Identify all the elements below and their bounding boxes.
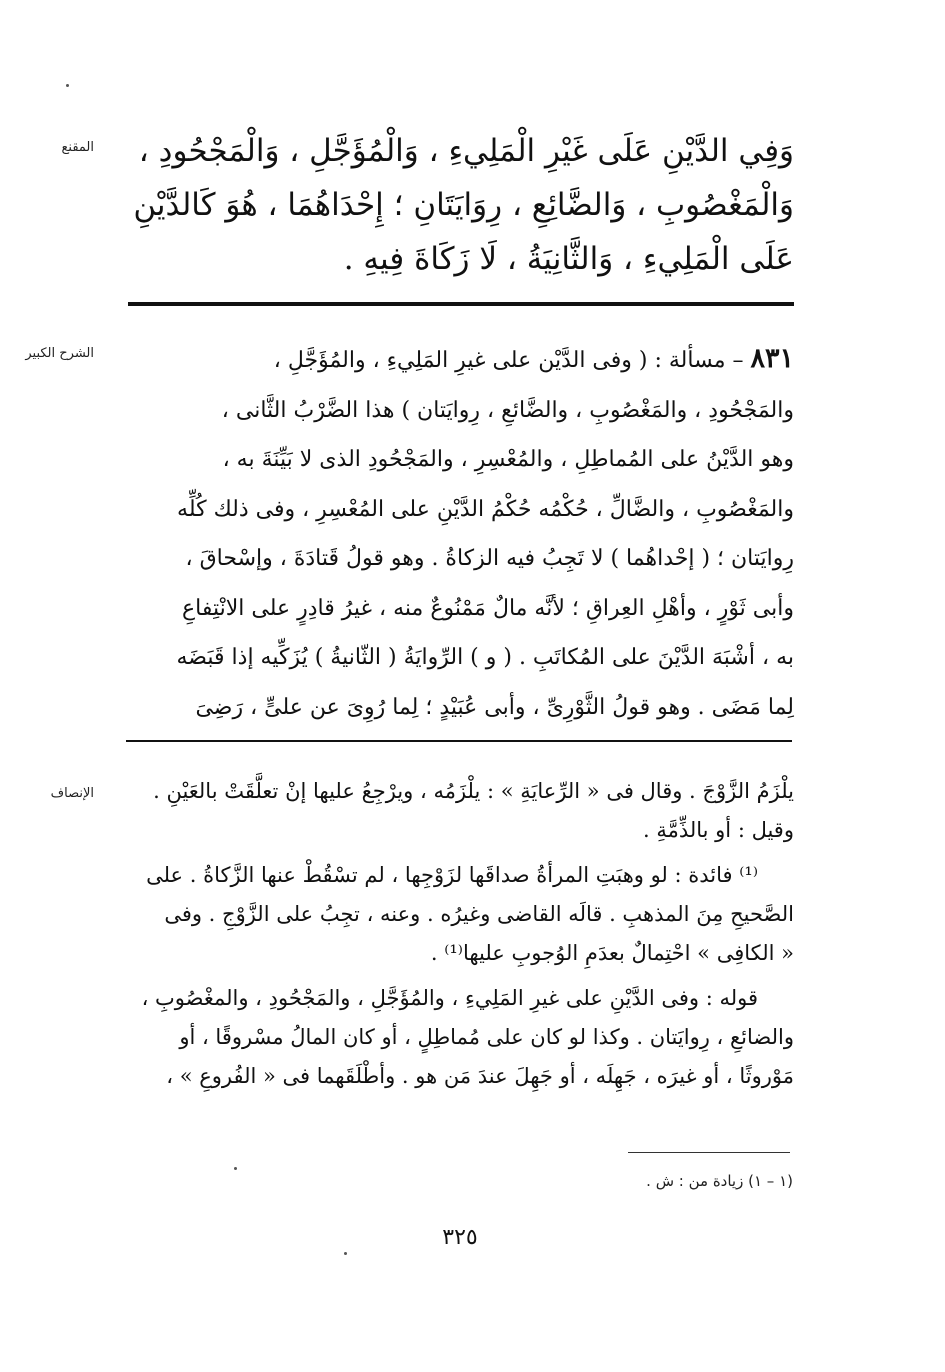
muqni-line: وَفِي الدَّيْنِ عَلَى غَيْرِ الْمَلِيءِ ، وَالْمُؤَجَّلِ ، وَالْمَجْحُودِ ، [138, 133, 794, 169]
insaf-line: « الكافِى » احْتِمالٌ بعدَمِ الوُجوبِ عليها⁽¹⁾ . [430, 941, 794, 965]
insaf-paragraph [128, 772, 794, 850]
insaf-line: وقيل : أو بالذِّمَّةِ . [642, 818, 794, 842]
insaf-paragraph-faida [128, 856, 794, 973]
footnote-divider [628, 1152, 790, 1153]
muqni-line: وَالْمَغْصُوبِ ، وَالضَّائِعِ ، رِوَايَتَانِ ؛ إِحْدَاهُمَا ، هُوَ كَالدَّيْنِ [133, 187, 794, 223]
insaf-line: مَوْروثًا ، أو غيرَه ، جَهِلَه ، أو جَهِلَ عندَ مَن هو . وأطْلَقَهما فى « الفُروعِ » ، [166, 1064, 794, 1088]
insaf-paragraph [128, 979, 794, 1096]
sharh-line: لِما مَضَى . وهو قولُ الثَّوْرِىِّ ، وأبى عُبَيْدٍ ؛ لِما رُوِىَ عن علىٍّ ، رَضِىَ [195, 694, 794, 720]
label-sharh: الشرح الكبير [25, 346, 94, 361]
page-number: ٣٢٥ [442, 1225, 478, 1250]
sharh-line: رِوايَتان ؛ ( إحْداهُما ) لا تَجِبُ فيه الزكاةُ . وهو قولُ قَتادَةَ ، وإسْحاقَ ، [185, 546, 794, 571]
insaf-line: يلْزَمُ الزَّوْجَ . وقال فى « الرِّعايَةِ » : يلْزَمُه ، ويرْجِعُ عليها إنْ تعلَّقَتْ بالعَيْنِ . [153, 779, 794, 803]
sharh-line: وهو الدَّيْنُ على المُماطِلِ ، والمُعْسِرِ ، والمَجْحُودِ الذى لا بَيِّنَةَ به ، [222, 447, 794, 472]
scan-speck [234, 1167, 237, 1170]
label-muqni: المقنع [61, 140, 94, 155]
insaf-line: الصَّحيحِ مِنَ المذهبِ . قالَه القاضى وغيرُه . وعنه ، تجِبُ على الزَّوْجِ . وفى [164, 902, 794, 926]
section-divider [128, 302, 794, 306]
footnote: (١ – ١) زيادة من : ش . [646, 1172, 793, 1190]
sharh-line: والمَجْحُودِ ، والمَغْصُوبِ ، والضَّائعِ ، رِوايَتان ) هذا الضَّرْبُ الثَّانى ، [221, 397, 794, 423]
muqni-text [128, 124, 794, 286]
insaf-text [128, 772, 794, 1096]
section-divider [126, 740, 792, 742]
issue-number: ٨٣١ [750, 343, 794, 374]
insaf-line: والضائعِ ، رِوايَتان . وكذا لو كان على مُماطِلٍ ، أو كان المالُ مسْروقًا ، أو [179, 1025, 794, 1049]
insaf-line: ⁽¹⁾ فائدة : لو وهبَتِ المرأةُ صداقَها لزَوْجِها ، لم تسْقُطْ عنها الزَّكاةُ . على [146, 863, 758, 887]
sharh-line-text: – مسألة : ( وفى الدَّيْن على غيرِ المَلِيءِ ، والمُؤَجَّلِ ، [273, 348, 744, 373]
scan-speck [66, 84, 69, 87]
scan-speck [344, 1252, 347, 1255]
sharh-text [128, 334, 794, 732]
sharh-line: والمَغْصُوبِ ، والضَّالِّ ، حُكْمُه حُكْمُ الدَّيْنِ على المُعْسِرِ ، وفى ذلك كُلِّه [177, 496, 794, 522]
sharh-line: به ، أشْبَهَ الدَّيْنَ على المُكاتَبِ . ( و ) الرِّوايَةُ ( الثّانيةُ ) يُزَكِّيه إذا قَبَضَه [176, 645, 794, 670]
sharh-line [128, 334, 794, 386]
label-insaf: الإنصاف [50, 786, 94, 801]
insaf-line: قوله : وفى الدَّيْنِ على غيرِ المَلِيءِ ، والمُؤَجَّلِ ، والمَجْحُودِ ، والمغْصُوبِ ، [141, 986, 758, 1010]
muqni-line: عَلَى الْمَلِيءِ ، وَالثَّانِيَةُ ، لَا زَكَاةَ فِيهِ . [343, 241, 794, 277]
sharh-line: وأبى ثَوْرٍ ، وأهْلِ العِراقِ ؛ لأنَّه مالٌ مَمْنُوعٌ منه ، غيرُ قادِرٍ على الانْتِفاعِ [182, 595, 794, 621]
